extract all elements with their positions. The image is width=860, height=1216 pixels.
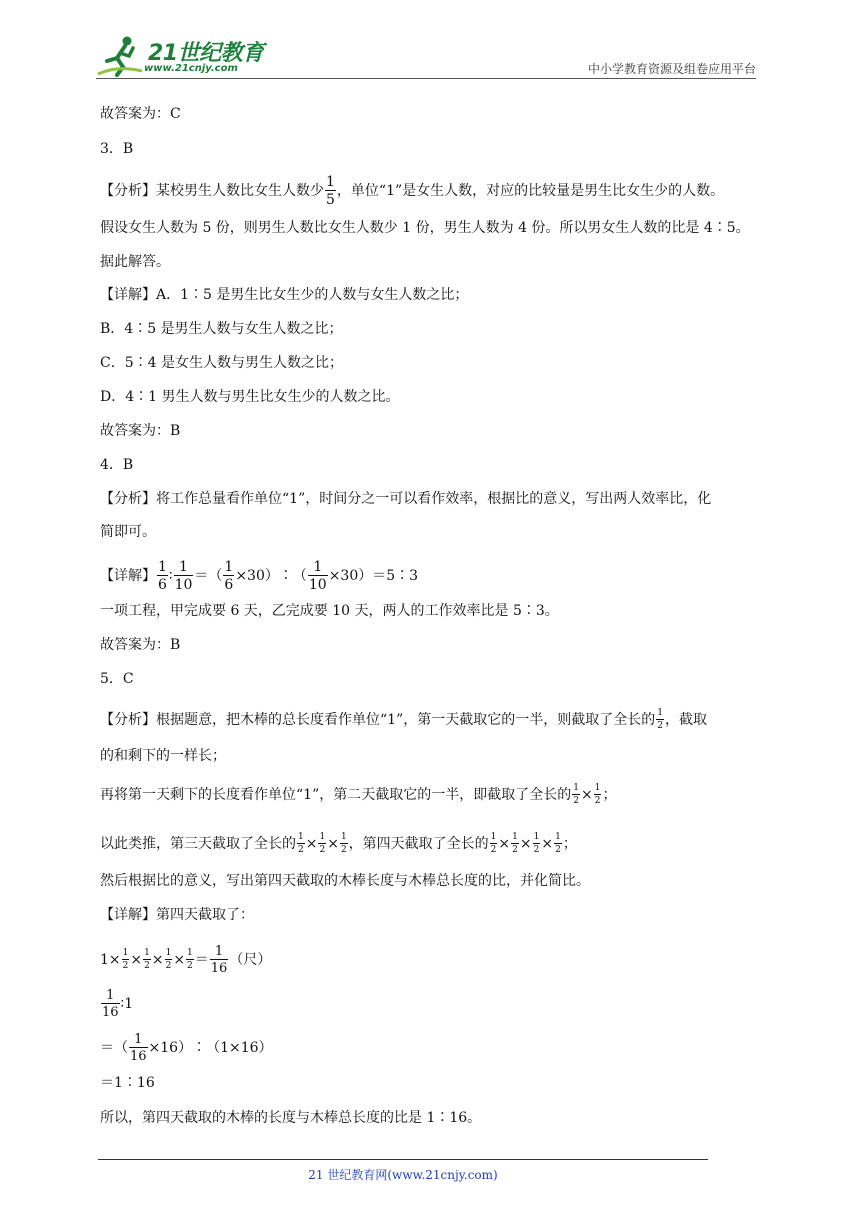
text-line: B．4∶5 是男生人数与女生人数之比； xyxy=(100,321,343,337)
fraction: $\frac{1}{2}$ xyxy=(144,948,150,971)
footer-text: 21 世纪教育网(www.21cnjy.com) xyxy=(308,1168,498,1182)
formula-line: 1× $\frac{1}{2}$ × $\frac{1}{2}$ × $\frac{1}{2}$ × $\frac{1}{2}$ ＝ $\frac{1}{16}$ （尺） xyxy=(100,944,272,976)
formula-line: 【详解】 $\frac{1}{6}$ ∶ $\frac{1}{10}$ ＝（ $\frac{1}{6}$ ×30）∶（ $\frac{1}{10}$ ×30）＝5∶3 xyxy=(100,559,419,593)
fraction: $\frac{1}{10}$ xyxy=(308,559,327,593)
fraction: $\frac{1}{2}$ xyxy=(533,832,540,855)
fraction: $\frac{1}{16}$ xyxy=(102,988,119,1020)
text-line: 故答案为：B xyxy=(100,423,181,439)
runner-icon xyxy=(96,34,146,78)
page-header xyxy=(96,30,756,78)
text-line: 然后根据比的意义，写出第四天截取的木棒长度与木棒总长度的比，并化简比。 xyxy=(100,873,590,889)
fraction: $\frac{1}{2}$ xyxy=(165,948,172,971)
text-line: 【详解】第四天截取了： xyxy=(100,907,254,923)
fraction: $\frac{1}{2}$ xyxy=(340,832,347,855)
header-divider xyxy=(96,78,756,79)
formula-line: $\frac{1}{16}$ ∶1 xyxy=(102,988,134,1020)
logo-url-text: www.21cnjy.com xyxy=(144,63,238,74)
text-line: 简即可。 xyxy=(100,524,156,540)
fraction: $\frac{1}{6}$ xyxy=(158,559,167,593)
text-line: 所以，第四天截取的木棒的长度与木棒总长度的比是 1∶16。 xyxy=(100,1110,482,1126)
fraction: $\frac{1}{16}$ xyxy=(130,1032,147,1064)
fraction: $\frac{1}{2}$ xyxy=(319,832,326,855)
text-line: 故答案为：C xyxy=(100,106,181,122)
logo xyxy=(96,34,266,78)
fraction: $\frac{1}{2}$ xyxy=(122,948,129,971)
question-number: 5．C xyxy=(100,671,134,687)
text-line: 以此类推，第三天截取了全长的 $\frac{1}{2}$ × $\frac{1}{2}$ × $\frac{1}{2}$ ，第四天截取了全长的 $\frac{1}{2}$ × $\frac{1}{2}$ × $\frac{1}{2}$ × $\frac{1}{2}$ ； xyxy=(100,832,577,855)
text-line: 假设女生人数为 5 份，则男生人数比女生人数少 1 份，男生人数为 4 份。所以男女生人数的比是 4∶5。 xyxy=(100,220,750,236)
text-line: 故答案为：B xyxy=(100,637,181,653)
fraction: $\frac{1}{5}$ xyxy=(326,174,335,208)
text-line: 【分析】根据题意，把木棒的总长度看作单位“1”，第一天截取它的一半，则截取了全长的 $\frac{1}{2}$ ，截取 xyxy=(100,708,707,731)
fraction: $\frac{1}{6}$ xyxy=(224,559,234,593)
question-number: 3．B xyxy=(100,141,134,157)
formula-line: ＝（ $\frac{1}{16}$ ×16）∶（1×16） xyxy=(100,1032,273,1064)
text-line: 再将第一天剩下的长度看作单位“1”，第二天截取它的一半，即截取了全长的 $\frac{1}{2}$ × $\frac{1}{2}$ ； xyxy=(100,783,617,806)
fraction: $\frac{1}{2}$ xyxy=(512,832,518,855)
fraction: $\frac{1}{2}$ xyxy=(573,783,579,806)
fraction: $\frac{1}{2}$ xyxy=(298,832,304,855)
text-line: 【分析】将工作总量看作单位“1”，时间分之一可以看作效率，根据比的意义，写出两人效率比，化 xyxy=(100,491,712,507)
text-line: 一项工程，甲完成要 6 天，乙完成要 10 天，两人的工作效率比是 5∶3。 xyxy=(100,603,559,619)
fraction: $\frac{1}{2}$ xyxy=(657,708,663,731)
fraction: $\frac{1}{2}$ xyxy=(594,783,601,806)
footer-divider xyxy=(98,1159,708,1160)
header-tagline: 中小学教育资源及组卷应用平台 xyxy=(587,62,756,76)
fraction: $\frac{1}{10}$ xyxy=(174,559,193,593)
fraction: $\frac{1}{2}$ xyxy=(187,948,193,971)
fraction: $\frac{1}{16}$ xyxy=(210,944,228,976)
logo-brand-text: 21世纪教育 xyxy=(148,41,264,66)
text-line: 【详解】A．1∶5 是男生比女生少的人数与女生人数之比； xyxy=(100,287,469,303)
fraction: $\frac{1}{2}$ xyxy=(555,832,561,855)
text-line: C．5∶4 是女生人数与男生人数之比； xyxy=(100,355,343,371)
text-line: 【分析】某校男生人数比女生人数少 $\frac{1}{5}$ ，单位“1”是女生人数，对应的比较量是男生比女生少的人数。 xyxy=(100,174,725,208)
text-line: 的和剩下的一样长； xyxy=(100,748,226,764)
fraction: $\frac{1}{2}$ xyxy=(490,832,497,855)
formula-line: ＝1∶16 xyxy=(100,1075,155,1091)
text-line: D．4∶1 男生人数与男生比女生少的人数之比。 xyxy=(100,389,400,405)
text-line: 据此解答。 xyxy=(100,254,170,270)
question-number: 4．B xyxy=(100,457,134,473)
